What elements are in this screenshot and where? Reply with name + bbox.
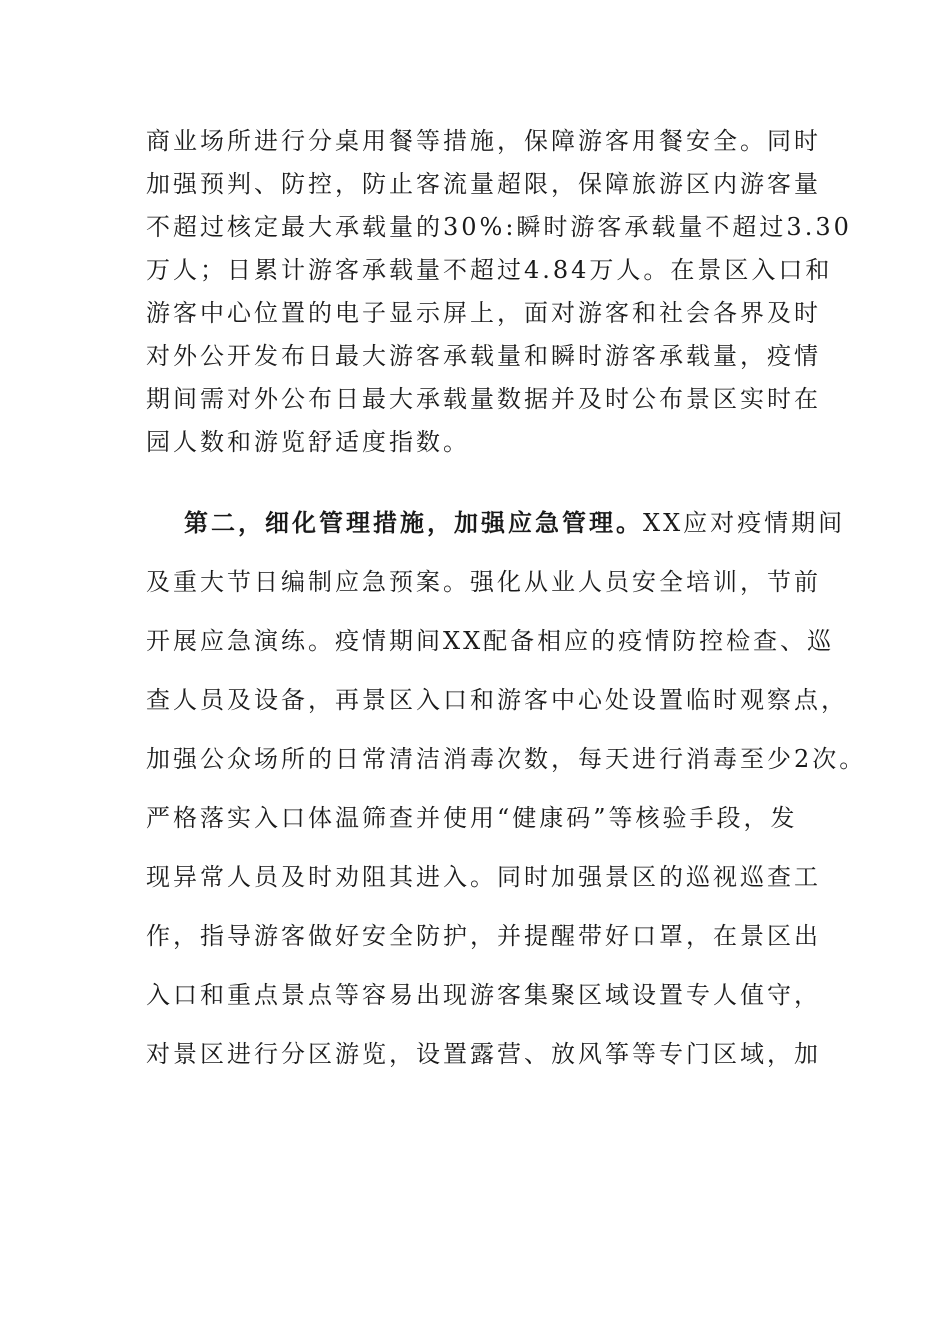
text-line: 对外公开发布日最大游客承载量和瞬时游客承载量，疫情 xyxy=(146,342,821,370)
text-line: 加强公众场所的日常清洁消毒次数，每天进行消毒至少2次。 xyxy=(146,745,867,773)
text-line-first xyxy=(146,500,846,559)
text-line: 查人员及设备，再景区入口和游客中心处设置临时观察点， xyxy=(146,686,848,714)
text-line: 入口和重点景点等容易出现游客集聚区域设置专人值守， xyxy=(146,981,821,1009)
text-line: 现异常人员及时劝阻其进入。同时加强景区的巡视巡查工 xyxy=(146,863,821,891)
text-run: XX应对疫情期间 xyxy=(643,509,846,537)
paragraph-visitor-capacity xyxy=(146,120,852,464)
text-line: 对景区进行分区游览，设置露营、放风筝等专门区域，加 xyxy=(146,1040,821,1068)
text-line: 及重大节日编制应急预案。强化从业人员安全培训，节前 xyxy=(146,568,821,596)
text-line: 商业场所进行分桌用餐等措施，保障游客用餐安全。同时 xyxy=(146,127,821,155)
text-line: 开展应急演练。疫情期间XX配备相应的疫情防控检查、巡 xyxy=(146,627,835,655)
text-line: 游客中心位置的电子显示屏上，面对游客和社会各界及时 xyxy=(146,299,821,327)
text-line: 严格落实入口体温筛查并使用“健康码”等核验手段，发 xyxy=(146,804,798,832)
text-line: 园人数和游览舒适度指数。 xyxy=(146,428,470,456)
section-heading: 第二，细化管理措施，加强应急管理。 xyxy=(184,508,643,537)
text-line: 作，指导游客做好安全防护，并提醒带好口罩，在景区出 xyxy=(146,922,821,950)
text-line: 加强预判、防控，防止客流量超限，保障旅游区内游客量 xyxy=(146,170,821,198)
text-line: 万人；日累计游客承载量不超过4.84万人。在景区入口和 xyxy=(146,256,833,284)
text-line: 不超过核定最大承载量的30%:瞬时游客承载量不超过3.30 xyxy=(146,213,852,241)
paragraph-emergency-management xyxy=(146,500,867,1090)
text-line: 期间需对外公布日最大承载量数据并及时公布景区实时在 xyxy=(146,385,821,413)
